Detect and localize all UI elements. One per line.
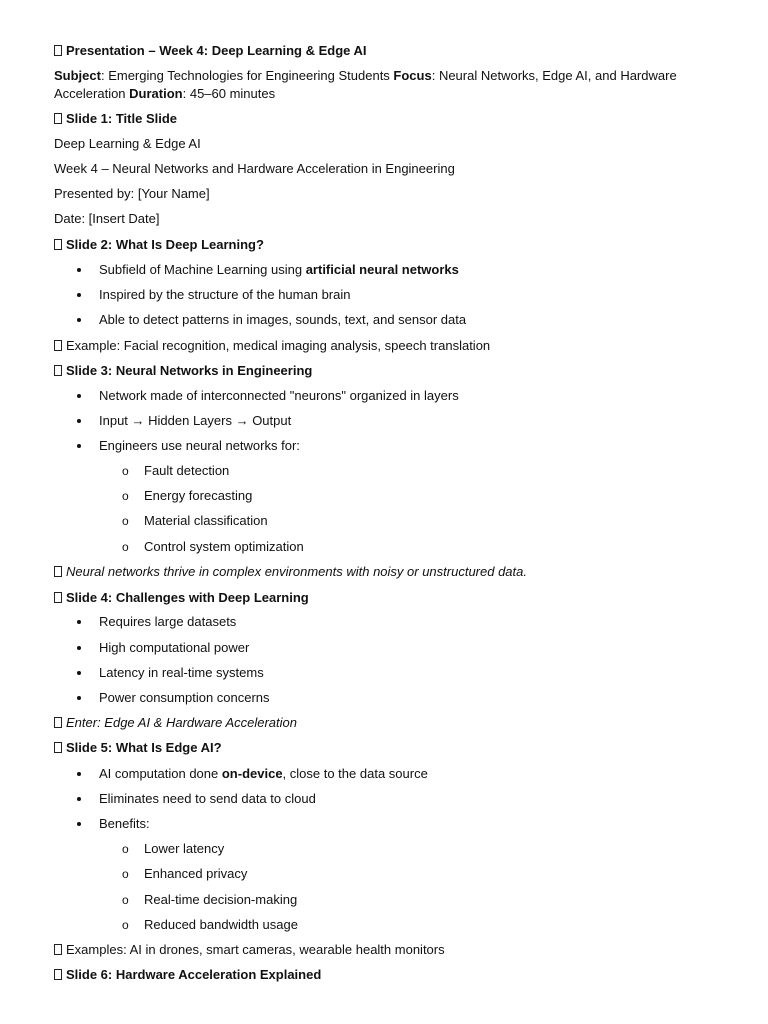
doc-meta: Subject: Emerging Technologies for Engineering Students Focus: Neural Networks, Edge AI, and Hardware Acceleration Duration: 45–60 minutes bbox=[54, 68, 677, 101]
sub-bullet-item: o Reduced bandwidth usage bbox=[122, 917, 298, 932]
sub-bullet-marker: o bbox=[122, 893, 129, 907]
slide5-note: Examples: AI in drones, smart cameras, wearable health monitors bbox=[54, 941, 445, 958]
slide1-line: Presented by: [Your Name] bbox=[54, 186, 210, 201]
missing-glyph-icon bbox=[54, 944, 62, 955]
sub-bullet-marker: o bbox=[122, 540, 129, 554]
sub-bullet-item: o Lower latency bbox=[122, 841, 225, 856]
sub-bullet-item: o Real-time decision-making bbox=[122, 892, 298, 907]
missing-glyph-icon bbox=[54, 592, 62, 603]
missing-glyph-icon bbox=[54, 365, 62, 376]
sub-bullet-marker: o bbox=[122, 464, 129, 478]
bullet-item: Inspired by the structure of the human brain bbox=[77, 286, 350, 303]
bullet-icon bbox=[77, 444, 81, 448]
missing-glyph-icon bbox=[54, 340, 62, 351]
missing-glyph-icon bbox=[54, 566, 62, 577]
sub-bullet-item: o Energy forecasting bbox=[122, 488, 253, 503]
slide5-heading: Slide 5: What Is Edge AI? bbox=[54, 739, 222, 756]
slide1-line: Date: [Insert Date] bbox=[54, 211, 160, 226]
bullet-icon bbox=[77, 268, 81, 272]
bullet-icon bbox=[77, 822, 81, 826]
missing-glyph-icon bbox=[54, 239, 62, 250]
slide2-heading: Slide 2: What Is Deep Learning? bbox=[54, 236, 264, 253]
sub-bullet-item: o Control system optimization bbox=[122, 539, 304, 554]
slide3-heading: Slide 3: Neural Networks in Engineering bbox=[54, 362, 312, 379]
bullet-item: Latency in real-time systems bbox=[77, 664, 264, 681]
sub-bullet-item: o Enhanced privacy bbox=[122, 866, 248, 881]
missing-glyph-icon bbox=[54, 969, 62, 980]
sub-bullet-item: o Material classification bbox=[122, 513, 268, 528]
sub-bullet-item: o Fault detection bbox=[122, 463, 230, 478]
bullet-icon bbox=[77, 293, 81, 297]
sub-bullet-marker: o bbox=[122, 842, 129, 856]
bullet-icon bbox=[77, 671, 81, 675]
sub-bullet-marker: o bbox=[122, 489, 129, 503]
missing-glyph-icon bbox=[54, 742, 62, 753]
bullet-item: Able to detect patterns in images, sounds, text, and sensor data bbox=[77, 311, 466, 328]
bullet-icon bbox=[77, 772, 81, 776]
bullet-item: Engineers use neural networks for: bbox=[77, 437, 300, 454]
slide1-heading: Slide 1: Title Slide bbox=[54, 110, 177, 127]
bullet-icon bbox=[77, 394, 81, 398]
bullet-icon bbox=[77, 646, 81, 650]
bullet-item: Network made of interconnected "neurons" organized in layers bbox=[77, 387, 459, 404]
slide1-line: Week 4 – Neural Networks and Hardware Acceleration in Engineering bbox=[54, 161, 455, 176]
bullet-item: Benefits: bbox=[77, 815, 150, 832]
slide1-line: Deep Learning & Edge AI bbox=[54, 136, 201, 151]
bullet-icon bbox=[77, 620, 81, 624]
bullet-item: Requires large datasets bbox=[77, 613, 236, 630]
slide4-heading: Slide 4: Challenges with Deep Learning bbox=[54, 589, 309, 606]
missing-glyph-icon bbox=[54, 45, 62, 56]
bullet-icon bbox=[77, 696, 81, 700]
missing-glyph-icon bbox=[54, 113, 62, 124]
slide3-note: Neural networks thrive in complex environments with noisy or unstructured data. bbox=[54, 563, 527, 580]
bullet-icon bbox=[77, 318, 81, 322]
sub-bullet-marker: o bbox=[122, 867, 129, 881]
bullet-item: Subfield of Machine Learning using artificial neural networks bbox=[77, 261, 459, 278]
sub-bullet-marker: o bbox=[122, 514, 129, 528]
bullet-icon bbox=[77, 419, 81, 423]
bullet-item: Input → Hidden Layers → Output bbox=[77, 412, 291, 429]
bullet-item: AI computation done on-device, close to the data source bbox=[77, 765, 428, 782]
bullet-item: Eliminates need to send data to cloud bbox=[77, 790, 316, 807]
bullet-item: Power consumption concerns bbox=[77, 689, 270, 706]
sub-bullet-marker: o bbox=[122, 918, 129, 932]
bullet-icon bbox=[77, 797, 81, 801]
slide2-note: Example: Facial recognition, medical imaging analysis, speech translation bbox=[54, 337, 490, 354]
bullet-item: High computational power bbox=[77, 639, 249, 656]
slide4-note: Enter: Edge AI & Hardware Acceleration bbox=[54, 714, 297, 731]
doc-title: Presentation – Week 4: Deep Learning & Edge AI bbox=[54, 42, 367, 59]
missing-glyph-icon bbox=[54, 717, 62, 728]
slide6-heading: Slide 6: Hardware Acceleration Explained bbox=[54, 966, 321, 983]
